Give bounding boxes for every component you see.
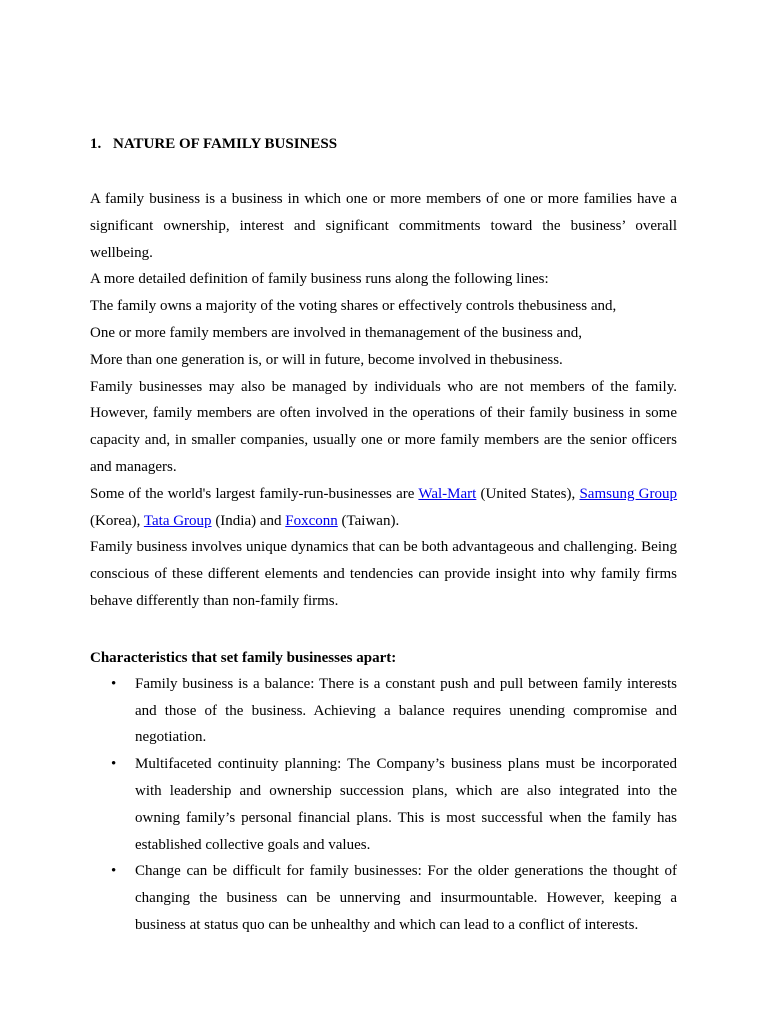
spacer xyxy=(90,615,677,645)
list-item-text: Multifaceted continuity planning: The Company’s business plans must be incorporated with leadership and ownership succession plans, which are also integrated into the owning family’s personal financial plans. This is most successful when the family has established collective goals and values. xyxy=(135,756,677,853)
bullet-icon: • xyxy=(111,675,117,692)
paragraph-detailed-definition: A more detailed definition of family business runs along the following lines: xyxy=(90,271,549,288)
paragraph-management: One or more family members are involved in themanagement of the business and, xyxy=(90,324,582,341)
tata-group-link[interactable]: Tata Group xyxy=(143,512,212,529)
examples-text: (Korea), xyxy=(90,512,144,529)
characteristics-heading: Characteristics that set family businesses apart: xyxy=(90,649,397,666)
paragraph-generation: More than one generation is, or will in future, become involved in thebusiness. xyxy=(90,351,563,368)
paragraph-dynamics: Family business involves unique dynamics that can be both advantageous and challenging. Being conscious of these different elements and tendencies can provide insight into why family firms behave differently than non-family firms. xyxy=(90,539,677,609)
examples-text: (India) and xyxy=(211,512,286,529)
list-item xyxy=(90,751,677,858)
section-number: 1. xyxy=(90,136,102,152)
foxconn-link[interactable]: Foxconn xyxy=(285,512,338,529)
paragraph-managed-by: Family businesses may also be managed by individuals who are not members of the family. However, family members are often involved in the operations of their family business in some capacity and, in smaller companies, usually one or more family members are the senior officers and managers. xyxy=(90,378,677,475)
examples-lead: Some of the world's largest family-run-businesses are xyxy=(90,485,419,502)
paragraph-examples xyxy=(90,481,677,535)
walmart-link[interactable]: Wal-Mart xyxy=(418,485,477,502)
samsung-group-link[interactable]: Samsung Group xyxy=(579,485,678,502)
section-title: NATURE OF FAMILY BUSINESS xyxy=(113,136,338,152)
paragraph-ownership: The family owns a majority of the voting shares or effectively controls thebusiness and, xyxy=(90,298,617,315)
paragraph-definition: A family business is a business in which one or more members of one or more families have a significant ownership, interest and significant commitments toward the business’ overall wellbeing. xyxy=(90,191,677,261)
examples-text: (Taiwan). xyxy=(337,512,400,529)
list-item xyxy=(90,858,677,938)
bullet-icon: • xyxy=(111,863,117,880)
list-item-text: Family business is a balance: There is a constant push and pull between family interests and those of the business. Achieving a balance requires unending compromise and negotiation. xyxy=(135,675,677,746)
examples-text: (United States), xyxy=(476,485,580,502)
bullet-icon: • xyxy=(111,756,117,773)
spacer xyxy=(90,156,677,186)
characteristics-list xyxy=(90,671,677,939)
list-item xyxy=(90,671,677,751)
section-heading xyxy=(90,132,677,156)
list-item-text: Change can be difficult for family businesses: For the older generations the thought of changing the business can be unnerving and insurmountable. However, keeping a business at status quo can be unhealthy and which can lead to a conflict of interests. xyxy=(135,863,677,933)
document-content xyxy=(90,132,677,939)
